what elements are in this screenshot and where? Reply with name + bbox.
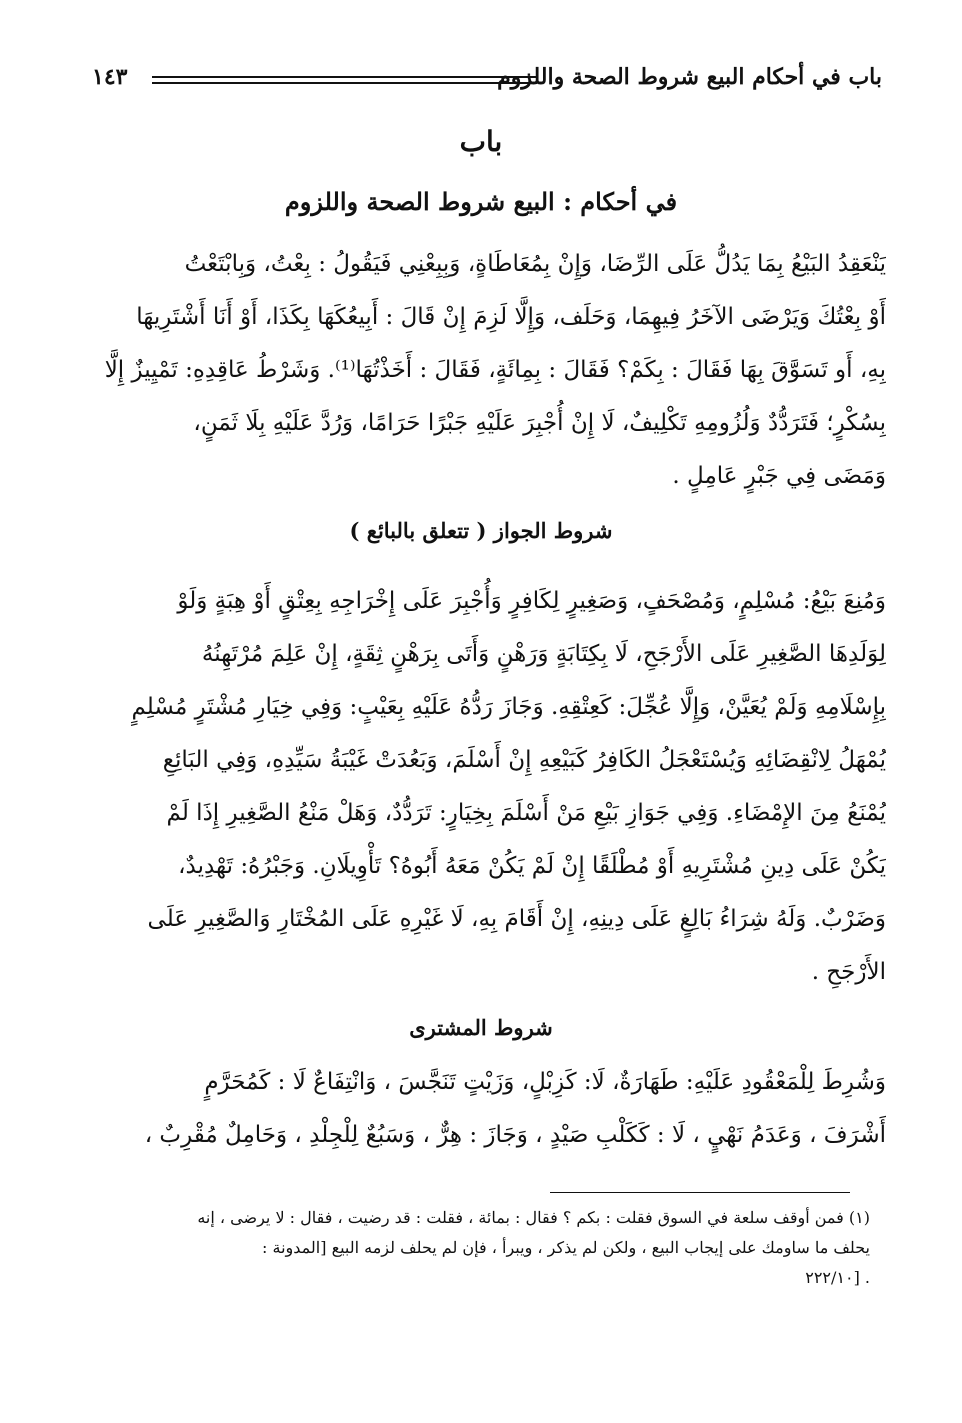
page-number: ١٤٣: [92, 64, 128, 90]
text-line: الأَرْجَحِ .: [811, 959, 886, 985]
text-line: وَضَرْبٌ. وَلَهُ شِرَاءُ بَالِغٍ عَلَى دِينِهِ، إِنْ أَقَامَ بِهِ، لَا غَيْرِهِ عَلَى المُخْتَارِ وَالصَّغِيرِ عَلَى: [147, 906, 886, 932]
text-line: يُمْهَلُ لِانْقِضَائِهِ وَيُسْتَعْجَلُ الكَافِرُ كَبَيْعِهِ إِنْ أَسْلَمَ، وَبَعُدَتْ غَيْبَةُ سَيِّدِهِ، وَفِي البَائِعِ: [162, 747, 886, 773]
paragraph-buyer-conditions: [86, 1056, 886, 1162]
chapter-title: باب: [459, 125, 503, 158]
text-line: بِهِ، أَو تَسَوَّقَ بِهَا فَقَالَ : بِكَمْ؟ فَقَالَ : بِمِائَةٍ، فَقَالَ : أَخَذْتُهَا⁽¹⁾. وَشَرْطُ عَاقِدِهِ: تَمْيِيزٌ إِلَّا: [104, 357, 886, 383]
paragraph-contract-formation: [86, 238, 886, 503]
text-line: بِإِسْلَامِهِ وَلَمْ يُعَيَّنْ، وَإِلَّا عُجِّلَ: كَعِتْقِهِ. وَجَازَ رَدُّهُ عَلَيْهِ بِعَيْبٍ: وَفِي خِيَارِ مُشْتَرٍ مُسْلِمٍ: [131, 694, 886, 720]
text-line: يَنْعَقِدُ البَيْعُ بِمَا يَدُلُّ عَلَى الرِّضَا، وَإِنْ بِمُعَاطَاةٍ، وَبِبِعْنِي فَيَقُولُ : بِعْتُ، وَبِابْتَعْتُ: [184, 251, 886, 277]
text-line: أَشْرَفَ ، وَعَدَمُ نَهْيٍ ، لَا : كَكَلْبِ صَيْدٍ ، وَجَازَ : هِرٌّ ، وَسَبُعٌ لِلْجِلْدِ ، وَحَامِلٌ مُقْرِبٌ ،: [144, 1122, 886, 1148]
text-line: وَشُرِطَ لِلْمَعْقُودِ عَلَيْهِ: طَهَارَةٌ، لَا: كَزِبْلٍ، وَزَيْتٍ تَنَجَّسَ ، وَانْتِفَاعٌ لَا : كَمُحَرَّمٍ: [204, 1069, 886, 1095]
running-title: باب في أحكام البيع شروط الصحة واللزوم: [497, 64, 882, 90]
text-line: لِوَلَدِهَا الصَّغِيرِ عَلَى الأَرْجَحِ، لَا بِكِتَابَةٍ وَرَهْنٍ وَأَتَى بِرَهْنٍ ثِقَةٍ، إِنْ عَلِمَ مُرْتَهِنُهُ: [201, 641, 886, 667]
section-title: في أحكام : البيع شروط الصحة واللزوم: [284, 187, 678, 216]
running-header: [92, 62, 882, 98]
text-line: بِسُكْرٍ؛ فَتَرَدُّدٌ وَلُزُومِهِ تَكْلِيفٌ، لَا إِنْ أُجْبِرَ عَلَيْهِ جَبْرًا حَرَامًا، وَرُدَّ عَلَيْهِ بِلَا ثَمَنٍ،: [193, 410, 886, 436]
header-rule: [152, 76, 537, 78]
text-line: أَوْ بِعْتُكَ وَيَرْضَى الآخَرُ فِيهِمَا، وَحَلَف، وَإِلَّا لَزِمَ إِنْ قَالَ : أَبِيعُكَهَا بِكَذَا، أَوْ أَنَا أَشْتَرِيهَا: [136, 304, 886, 330]
footnote-line: يحلف ما ساومك على إيجاب البيع ، ولكن لم يذكر ، ويبرأ ، فإن لم يحلف لزمه البيع [المدونة :: [262, 1238, 870, 1257]
text-line: وَمَضَى فِي جَبْرٍ عَامِلٍ .: [672, 463, 886, 489]
text-line: وَمُنِعَ بَيْعُ: مُسْلِمٍ، وَمُصْحَفٍ، وَصَغِيرٍ لِكَافِرٍ وَأُجْبِرَ عَلَى إِخْرَاجِهِ بِعِتْقٍ أَوْ هِبَةٍ وَلَوْ: [177, 588, 886, 614]
footnote-separator: [550, 1192, 850, 1193]
footnote-line: (١) فمن أوقف سلعة في السوق فقلت : بكم ؟ فقال : بمائة ، فقلت : قد رضيت ، فقال : لا يرضى ، إنه: [197, 1208, 870, 1227]
subheading-seller-conditions: شروط الجواز ( تتعلق بالبائع ): [349, 518, 613, 543]
text-line: يُمْنَعُ مِنَ الإِمْضَاءِ. وَفِي جَوَازِ بَيْعِ مَنْ أَسْلَمَ بِخِيَارٍ: تَرَدُّدٌ، وَهَلْ مَنْعُ الصَّغِيرِ إِذَا لَمْ: [166, 800, 886, 826]
paragraph-seller-conditions: [86, 575, 886, 999]
footnote-line: . [٢٢٢/١٠: [805, 1268, 870, 1287]
header-rule-double: [152, 82, 537, 84]
text-line: يَكُنْ عَلَى دِينِ مُشْتَرِيهِ أَوْ مُطْلَقًا إِنْ لَمْ يَكُنْ مَعَهُ أَبُوهُ؟ تَأْوِيلَانِ. وَجَبْرُهُ: تَهْدِيدٌ،: [178, 853, 886, 879]
footnote: [100, 1203, 870, 1293]
subheading-buyer-conditions: شروط المشترى: [409, 1015, 553, 1040]
